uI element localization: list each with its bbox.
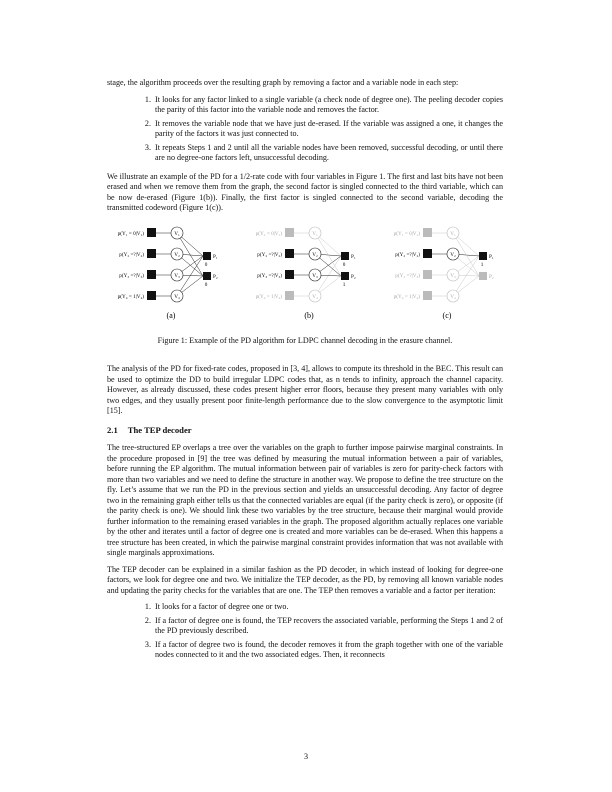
- parity-check-node: [341, 272, 349, 280]
- parity-check-label: P₂: [351, 273, 356, 280]
- tep-step-1: 1. It looks for a factor of degree one or two.: [153, 602, 503, 613]
- section-title: The TEP decoder: [127, 424, 192, 435]
- variable-node-label: V₄: [450, 293, 456, 300]
- variable-node-label: V₄: [174, 293, 180, 300]
- panel-label: (a): [166, 310, 176, 320]
- channel-likelihood-label: p(Y₁ = 0|V₁): [393, 230, 420, 237]
- channel-factor-node: [423, 249, 432, 258]
- panel-label: (b): [304, 310, 314, 320]
- example-paragraph: We illustrate an example of the PD for a 1/2-rate code with four variables in Figure 1. The first and last bits have not been erased and when we remove them from the graph, the second factor is singled connected to the third variable, which can be now de-erased (Figure 1(b)). Finally, the first factor is singled connected to the second variable, decoding the transmitted codeword (Figure 1(c)).: [107, 171, 503, 212]
- variable-node-label: V₁: [312, 230, 318, 237]
- channel-likelihood-label: p(Y₂ =?|V₂): [119, 251, 144, 258]
- channel-likelihood-label: p(Y₄ = 1|V₄): [117, 293, 144, 300]
- channel-factor-node: [147, 249, 156, 258]
- channel-likelihood-label: p(Y₂ =?|V₂): [395, 251, 420, 258]
- channel-factor-node: [285, 291, 294, 300]
- channel-factor-node: [147, 270, 156, 279]
- pd-step-3: 3. It repeats Steps 1 and 2 until all the variable nodes have been removed, successful decoding, or until there are no degree-one factors left, unsuccessful decoding.: [153, 143, 503, 164]
- channel-factor-node: [285, 228, 294, 237]
- channel-likelihood-label: p(Y₃ =?|V₃): [119, 272, 144, 279]
- variable-node-label: V₂: [174, 251, 180, 258]
- channel-likelihood-label: p(Y₁ = 0|V₁): [117, 230, 144, 237]
- tep-paragraph-1: The tree-structured EP overlaps a tree over the variables on the graph to further impose pairwise marginal constraints. In the procedure proposed in [9] the tree was defined by measuring the mutual information between a pair of variables, before running the EP algorithm. The mutual information between pair of variables is zero for parity-check factors with more than two variables and we need to define the structure in another way. We propose to define the tree structure on the fly. Let’s assume that we run the PD in the previous section and yields an unsuccessful decoding. Any factor of degree two in the remaining graph either tells us that the connected variables are equal (if the parity check is zero), or opposite (if the parity check is one). We should link these two variables by the tree structure, because their marginal would provide further information to the remaining erased variables in the graph. The proposed algorithm actually replaces one variable by the other and iterates until a factor of degree one is created and more variables can be de-erased. When this happens a tree structure has been created, in which the pairwise marginal constraint provides information that was not available with single marginals approximations.: [107, 443, 503, 557]
- variable-node-label: V₄: [312, 293, 318, 300]
- pd-steps-list: [107, 95, 503, 164]
- channel-factor-node: [423, 270, 432, 279]
- parity-check-label: P₁: [351, 253, 356, 260]
- channel-likelihood-label: p(Y₄ = 1|V₄): [393, 293, 420, 300]
- channel-likelihood-label: p(Y₂ =?|V₂): [257, 251, 282, 258]
- channel-likelihood-label: p(Y₃ =?|V₃): [395, 272, 420, 279]
- parity-value-label: 1: [342, 281, 346, 288]
- parity-value-label: 1: [480, 261, 484, 268]
- parity-check-node: [203, 272, 211, 280]
- parity-check-label: P₂: [213, 273, 218, 280]
- channel-factor-node: [285, 270, 294, 279]
- channel-likelihood-label: p(Y₁ = 0|V₁): [255, 230, 282, 237]
- variable-node-label: V₂: [312, 251, 318, 258]
- tep-step-2: 2. If a factor of degree one is found, the TEP recovers the associated variable, performing the Steps 1 and 2 of the PD previously described.: [153, 616, 503, 637]
- pd-step-2: 2. It removes the variable node that we have just de-erased. If the variable was assigned a one, it changes the parity of the factors it was just connected to.: [153, 119, 503, 140]
- page-body: [107, 78, 503, 669]
- channel-likelihood-label: p(Y₄ = 1|V₄): [255, 293, 282, 300]
- variable-node-label: V₁: [450, 230, 456, 237]
- channel-factor-node: [285, 249, 294, 258]
- variable-node-label: V₂: [450, 251, 456, 258]
- parity-value-label: 0: [342, 261, 346, 268]
- variable-node-label: V₃: [174, 272, 180, 279]
- figure-caption: Figure 1: Example of the PD algorithm for LDPC channel decoding in the erasure channel.: [157, 335, 453, 345]
- tep-step-3: 3. If a factor of degree two is found, the decoder removes it from the graph together with one of the variable nodes connected to it and the two associated edges. Then, it reconnects: [153, 640, 503, 661]
- channel-likelihood-label: p(Y₃ =?|V₃): [257, 272, 282, 279]
- channel-factor-node: [423, 291, 432, 300]
- parity-check-node: [341, 252, 349, 260]
- tep-paragraph-2: The TEP decoder can be explained in a similar fashion as the PD decoder, in which instead of looking for degree-one factors, we look for degree one and two. We initialize the TEP decoder, as the PD, by removing all known variable nodes and updating the parity checks for the variables that are one. The TEP then removes a variable and a factor per iteration:: [107, 564, 503, 595]
- variable-node-label: V₃: [450, 272, 456, 279]
- intro-paragraph: stage, the algorithm proceeds over the resulting graph by removing a factor and a variable node in each step:: [107, 78, 459, 87]
- parity-check-label: P₁: [489, 253, 494, 260]
- parity-check-label: P₁: [213, 253, 218, 260]
- parity-value-label: 0: [204, 281, 208, 288]
- section-heading: [107, 425, 503, 436]
- section-number: 2.1: [107, 424, 118, 435]
- channel-factor-node: [147, 228, 156, 237]
- parity-value-label: 0: [204, 261, 208, 268]
- panel-label: (c): [442, 310, 452, 320]
- channel-factor-node: [147, 291, 156, 300]
- pd-step-1: 1. It looks for any factor linked to a single variable (a check node of degree one). The peeling decoder copies the parity of this factor into the variable node and removes the factor.: [153, 95, 503, 116]
- parity-check-node: [479, 252, 487, 260]
- variable-node-label: V₃: [312, 272, 318, 279]
- analysis-paragraph: The analysis of the PD for fixed-rate codes, proposed in [3, 4], allows to compute its threshold in the BEC. This result can be used to optimize the DD to build irregular LDPC codes that, as n tends to infinity, approach the channel capacity. However, as already discussed, these codes present higher error floors, because they present many variables with only two edges, and they usually present poor finite-length performance due to the slow convergence to the asymptotic limit [15].: [107, 364, 503, 415]
- parity-check-label: P₂: [489, 273, 494, 280]
- channel-factor-node: [423, 228, 432, 237]
- parity-check-node: [203, 252, 211, 260]
- variable-node-label: V₁: [174, 230, 180, 237]
- parity-check-node: [479, 272, 487, 280]
- page-number: 3: [303, 752, 309, 761]
- factor-graph-figure: [107, 220, 503, 330]
- tep-steps-list: [107, 602, 503, 661]
- figure-1: [107, 220, 503, 330]
